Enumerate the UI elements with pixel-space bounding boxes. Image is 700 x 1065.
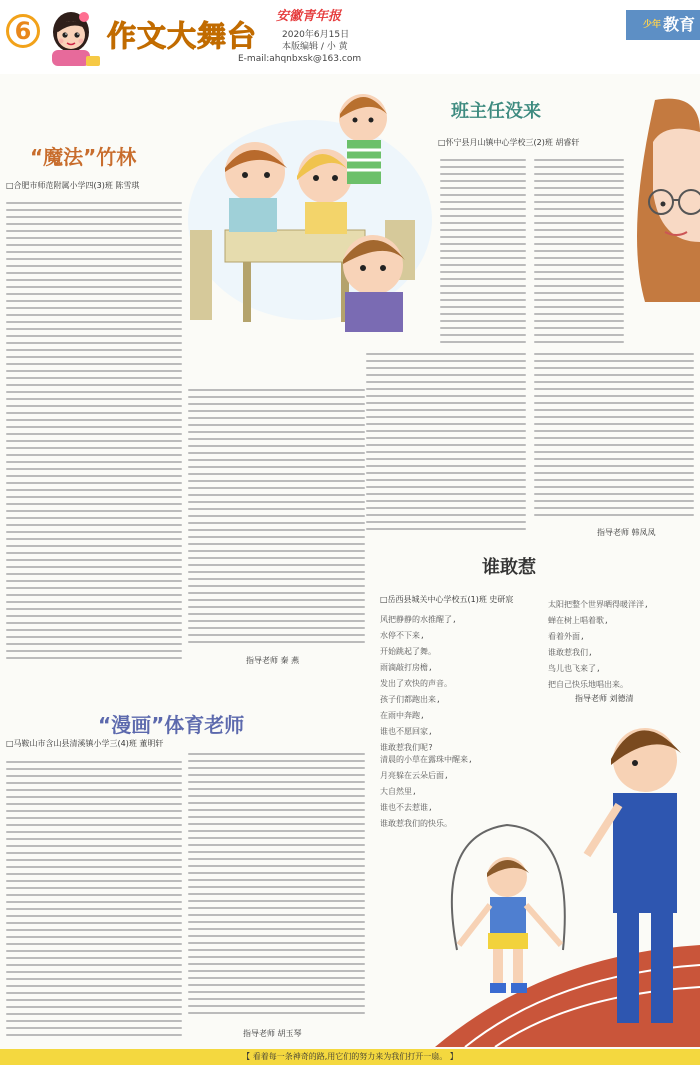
article-body-text — [188, 384, 365, 649]
article-body-text — [366, 348, 526, 533]
pe-teacher-jump-rope-illustration — [395, 705, 700, 1047]
article-byline: □岳西县城关中心学校五(1)班 史研宸 — [380, 595, 514, 604]
article-teacher-credit: 指导老师 秦 燕 — [246, 656, 300, 665]
article-title: “漫画”体育老师 — [98, 713, 245, 737]
poem-line: 风把静静的水推醒了, — [380, 615, 457, 624]
masthead: 安徽青年报 — [276, 9, 342, 24]
article-body-text — [534, 154, 624, 344]
column-title: 作文大舞台 — [107, 19, 258, 53]
article-body-text — [6, 756, 182, 1046]
poem-line: 在雨中奔跑, — [380, 711, 425, 720]
poem-line: 月亮躲在云朵后面, — [380, 771, 449, 780]
poem-line: 开始跳起了舞。 — [380, 647, 436, 656]
poem-line: 把自己快乐地唱出来。 — [548, 680, 628, 689]
teacher-portrait-illustration — [625, 92, 700, 302]
poem-line: 谁也不去惹谁, — [380, 803, 433, 812]
edition-small-label: 少年 — [642, 20, 661, 30]
poem-line: 鸟儿也飞来了, — [548, 664, 601, 673]
girl-mascot-icon — [44, 8, 102, 68]
poem-line: 大自然里, — [380, 787, 417, 796]
page-header — [0, 0, 700, 74]
article-byline: □怀宁县月山镇中心学校三(2)班 胡睿轩 — [438, 138, 580, 147]
poem-line: 谁敢惹我们, — [548, 648, 593, 657]
classroom-students-illustration — [185, 80, 435, 335]
page-number: 6 — [6, 14, 40, 48]
poem-line: 发出了欢快的声音。 — [380, 679, 452, 688]
edition-label: 教育 — [662, 15, 695, 34]
editor-credit: 本版编辑 / 小 黄 — [282, 42, 348, 52]
poem-line: 太阳把整个世界晒得暖洋洋, — [548, 600, 649, 609]
poem-line: 谁敢惹我们呢? — [380, 743, 433, 752]
issue-date: 2020年6月15日 — [282, 30, 350, 40]
poem-line: 雨滴敲打房檐, — [380, 663, 433, 672]
article-title: “魔法”竹林 — [30, 145, 137, 169]
poem-line: 水停不下来, — [380, 631, 425, 640]
poem-line: 谁敢惹我们的快乐。 — [380, 819, 452, 828]
poem-line: 看着外面, — [548, 632, 585, 641]
article-teacher-credit: 指导老师 胡玉琴 — [243, 1029, 302, 1038]
poem-line: 谁也不愿回家, — [380, 727, 433, 736]
article-body-text — [188, 748, 365, 1018]
page-footer-banner: 【 看着每一条神奇的路,用它们的努力来为我们打开一扇。 】 — [0, 1049, 700, 1065]
article-title: 谁敢惹 — [482, 557, 536, 578]
poem-line: 孩子们都跑出来, — [380, 695, 441, 704]
poem-line: 清晨的小草在露珠中醒来, — [380, 755, 473, 764]
poem-line: 蝉在树上唱着歌, — [548, 616, 609, 625]
edition-badge — [626, 10, 700, 40]
article-teacher-credit: 指导老师 刘德清 — [575, 694, 634, 703]
article-teacher-credit: 指导老师 韩凤凤 — [597, 528, 656, 537]
contact-email: E-mail:ahqnbxsk@163.com — [238, 54, 362, 64]
article-body-text — [534, 348, 694, 518]
article-title: 班主任没来 — [451, 101, 541, 122]
article-byline: □合肥市师范附属小学四(3)班 陈雪琪 — [6, 181, 140, 190]
poem-stanza-right — [548, 597, 649, 693]
article-body-text — [6, 197, 182, 667]
article-byline: □马鞍山市含山县清溪镇小学三(4)班 董明轩 — [6, 739, 164, 748]
article-body-text — [440, 154, 526, 344]
